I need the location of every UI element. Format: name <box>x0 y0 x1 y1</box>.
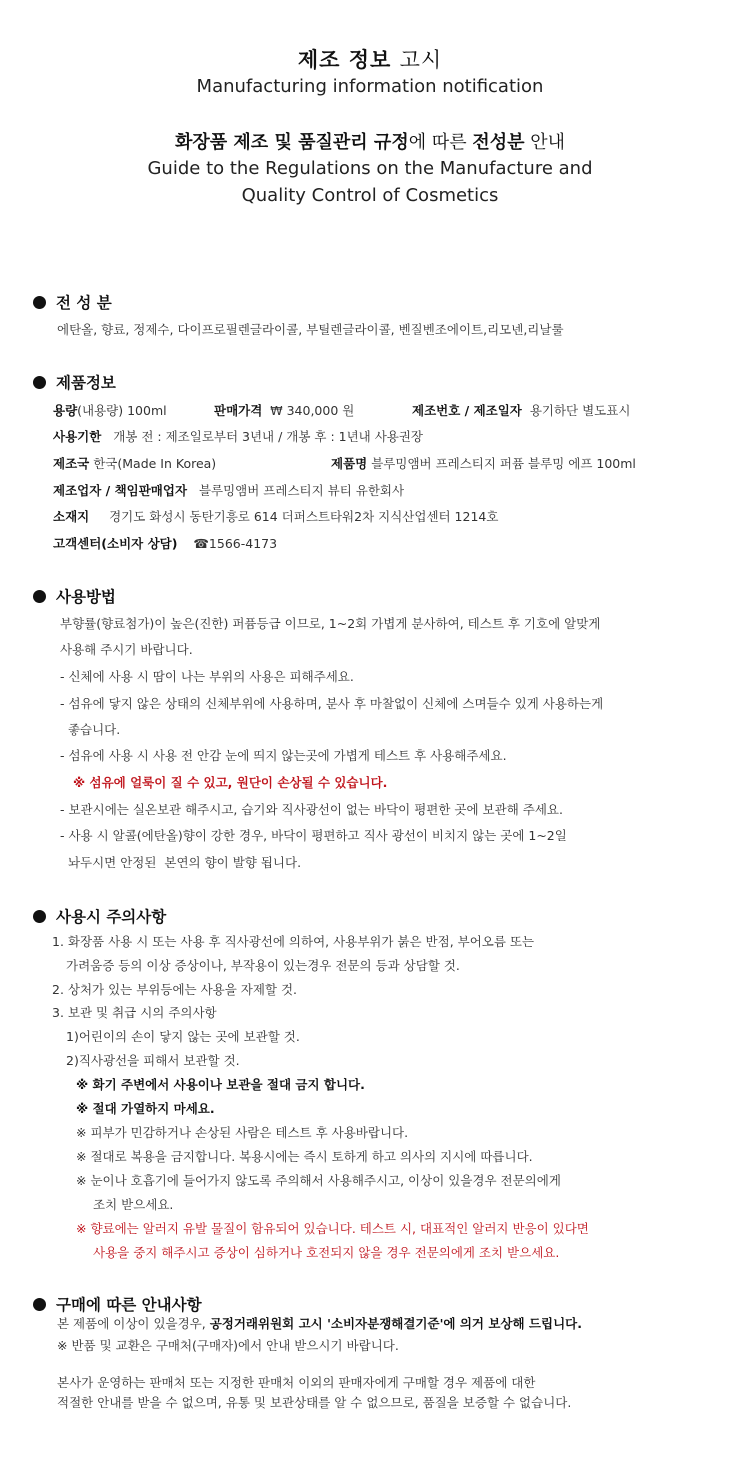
caution-warning-bold: ※ 화기 주변에서 사용이나 보관을 절대 금지 합니다. <box>76 1077 365 1092</box>
price-row <box>214 401 354 419</box>
subtitle-korean <box>0 128 740 154</box>
usage-line: 사용해 주시기 바랍니다. <box>60 642 193 657</box>
address-value: 경기도 화성시 동탄기흥로 614 더퍼스트타워2차 지식산업센터 1214호 <box>109 509 499 524</box>
caution-line: 1. 화장품 사용 시 또는 사용 후 직사광선에 의하여, 사용부위가 붉은 반점, 부어오름 또는 <box>52 934 535 949</box>
caution-allergy-warning: ※ 향료에는 알러지 유발 물질이 함유되어 있습니다. 테스트 시, 대표적인 알러지 반응이 있다면 <box>76 1221 589 1236</box>
product-info-heading <box>33 371 116 393</box>
purchase-heading <box>33 1293 202 1315</box>
page-title-english: Manufacturing information notification <box>196 76 544 97</box>
ingredients-text: 에탄올, 향료, 정제수, 다이프로필렌글라이콜, 부틸렌글라이콜, 벤질벤조에이트,리모넨,리날룰 <box>57 322 564 337</box>
usage-line: - 섬유에 닿지 않은 상태의 신체부위에 사용하며, 분사 후 마찰없이 신체에 스며들수 있게 사용하는게 <box>60 696 604 711</box>
country-row <box>53 454 216 472</box>
purchase-compensation-bold: 공정거래위원회 고시 '소비자분쟁해결기준'에 의거 보상해 드립니다. <box>209 1316 582 1331</box>
usage-line: 부향률(향료첨가)이 높은(진한) 퍼퓸등급 이므로, 1~2회 가볍게 분사하여, 테스트 후 기호에 알맞게 <box>60 616 601 631</box>
caution-heading <box>33 905 166 927</box>
caution-warning-bold: ※ 절대 가열하지 마세요. <box>76 1101 215 1116</box>
ingredients-heading <box>33 291 112 313</box>
usage-line: - 신체에 사용 시 땀이 나는 부위의 사용은 피해주세요. <box>60 669 354 684</box>
caution-line: 2)직사광선을 피해서 보관할 것. <box>66 1053 240 1068</box>
product-name-label: 제품명 <box>331 456 368 471</box>
volume-label: 용량 <box>53 403 78 418</box>
bullet-icon <box>33 910 46 923</box>
lot-value: 용기하단 별도표시 <box>529 403 631 418</box>
caution-line: ※ 절대로 복용을 금지합니다. 복용시에는 즉시 토하게 하고 의사의 지시에 따릅니다. <box>76 1149 533 1164</box>
price-label: 판매가격 <box>214 403 263 418</box>
address-label: 소재지 <box>53 509 90 524</box>
purchase-disclaimer: 본사가 운영하는 판매처 또는 지정한 판매처 이외의 판매자에게 구매할 경우 제품에 대한 <box>57 1375 536 1390</box>
volume-row <box>53 401 167 419</box>
lot-row <box>412 401 630 419</box>
product-info-heading-label: 제품정보 <box>56 374 116 392</box>
page-title-light: 고시 <box>399 48 443 72</box>
volume-value: (내용량) 100ml <box>77 403 167 418</box>
page-title-bold: 제조 정보 <box>297 48 392 72</box>
caution-allergy-warning: 사용을 중지 해주시고 증상이 심하거나 호전되지 않을 경우 전문의에게 조치 받으세요. <box>93 1245 560 1260</box>
subtitle-connector: 에 따른 <box>408 132 473 153</box>
usage-line: - 섬유에 사용 시 사용 전 안감 눈에 띄지 않는곳에 가볍게 테스트 후 사용해주세요. <box>60 748 507 763</box>
purchase-compensation <box>57 1314 582 1332</box>
product-name-row <box>331 454 636 472</box>
country-value: 한국(Made In Korea) <box>93 456 217 471</box>
address-row <box>53 507 498 525</box>
subtitle-english-line2: Quality Control of Cosmetics <box>241 185 499 206</box>
customer-service-row <box>53 534 277 552</box>
caution-line: ※ 눈이나 호흡기에 들어가지 않도록 주의해서 사용해주시고, 이상이 있을경우 전문의에게 <box>76 1173 561 1188</box>
caution-heading-label: 사용시 주의사항 <box>56 908 167 926</box>
subtitle-guide: 안내 <box>524 132 565 153</box>
expiry-row <box>53 427 423 445</box>
customer-service-phone: ☎1566-4173 <box>193 536 278 551</box>
maker-row <box>53 481 404 499</box>
bullet-icon <box>33 296 46 309</box>
ingredients-heading-label: 전 성 분 <box>56 294 112 312</box>
usage-heading <box>33 585 116 607</box>
bullet-icon <box>33 590 46 603</box>
purchase-compensation-start: 본 제품에 이상이 있을경우, <box>57 1316 210 1331</box>
usage-warning: ※ 섬유에 얼룩이 질 수 있고, 원단이 손상될 수 있습니다. <box>73 775 388 790</box>
bullet-icon <box>33 1298 46 1311</box>
caution-line: 조치 받으세요. <box>93 1197 174 1212</box>
maker-label: 제조업자 / 책임판매업자 <box>53 483 188 498</box>
usage-line: 좋습니다. <box>60 722 121 737</box>
caution-line: ※ 피부가 민감하거나 손상된 사람은 테스트 후 사용바랍니다. <box>76 1125 409 1140</box>
usage-line: - 보관시에는 실온보관 해주시고, 습기와 직사광선이 없는 바닥이 평편한 곳에 보관해 주세요. <box>60 802 563 817</box>
maker-value: 블루밍앰버 프레스티지 뷰티 유한회사 <box>198 483 405 498</box>
page-title <box>0 44 740 74</box>
lot-label: 제조번호 / 제조일자 <box>412 403 522 418</box>
bullet-icon <box>33 376 46 389</box>
subtitle-regulation: 화장품 제조 및 품질관리 규정 <box>174 132 409 153</box>
subtitle-english-line1: Guide to the Regulations on the Manufacture and <box>147 158 593 179</box>
product-name-value: 블루밍앰버 프레스티지 퍼퓸 블루밍 에프 100ml <box>371 456 636 471</box>
purchase-disclaimer: 적절한 안내를 받을 수 없으며, 유통 및 보관상태를 알 수 없으므로, 품질을 보증할 수 없습니다. <box>57 1395 572 1410</box>
caution-line: 가려움증 등의 이상 증상이나, 부작용이 있는경우 전문의 등과 상담할 것. <box>66 958 460 973</box>
usage-line: - 사용 시 알콜(에탄올)향이 강한 경우, 바닥이 평편하고 직사 광선이 비치지 않는 곳에 1~2일 <box>60 828 567 843</box>
customer-service-label: 고객센터(소비자 상담) <box>53 536 178 551</box>
expiry-label: 사용기한 <box>53 429 102 444</box>
usage-heading-label: 사용방법 <box>56 588 116 606</box>
caution-line: 3. 보관 및 취급 시의 주의사항 <box>52 1005 217 1020</box>
subtitle-ingredients: 전성분 <box>472 132 525 153</box>
caution-line: 1)어린이의 손이 닿지 않는 곳에 보관할 것. <box>66 1029 300 1044</box>
expiry-value: 개봉 전 : 제조일로부터 3년내 / 개봉 후 : 1년내 사용권장 <box>113 429 424 444</box>
purchase-heading-label: 구매에 따른 안내사항 <box>56 1296 202 1314</box>
country-label: 제조국 <box>53 456 90 471</box>
usage-line: 놔두시면 안정된 본연의 향이 발향 됩니다. <box>60 855 302 870</box>
price-value: ₩ 340,000 원 <box>270 403 355 418</box>
purchase-return-note: ※ 반품 및 교환은 구매처(구매자)에서 안내 받으시기 바랍니다. <box>57 1338 399 1353</box>
caution-line: 2. 상처가 있는 부위등에는 사용을 자제할 것. <box>52 982 298 997</box>
